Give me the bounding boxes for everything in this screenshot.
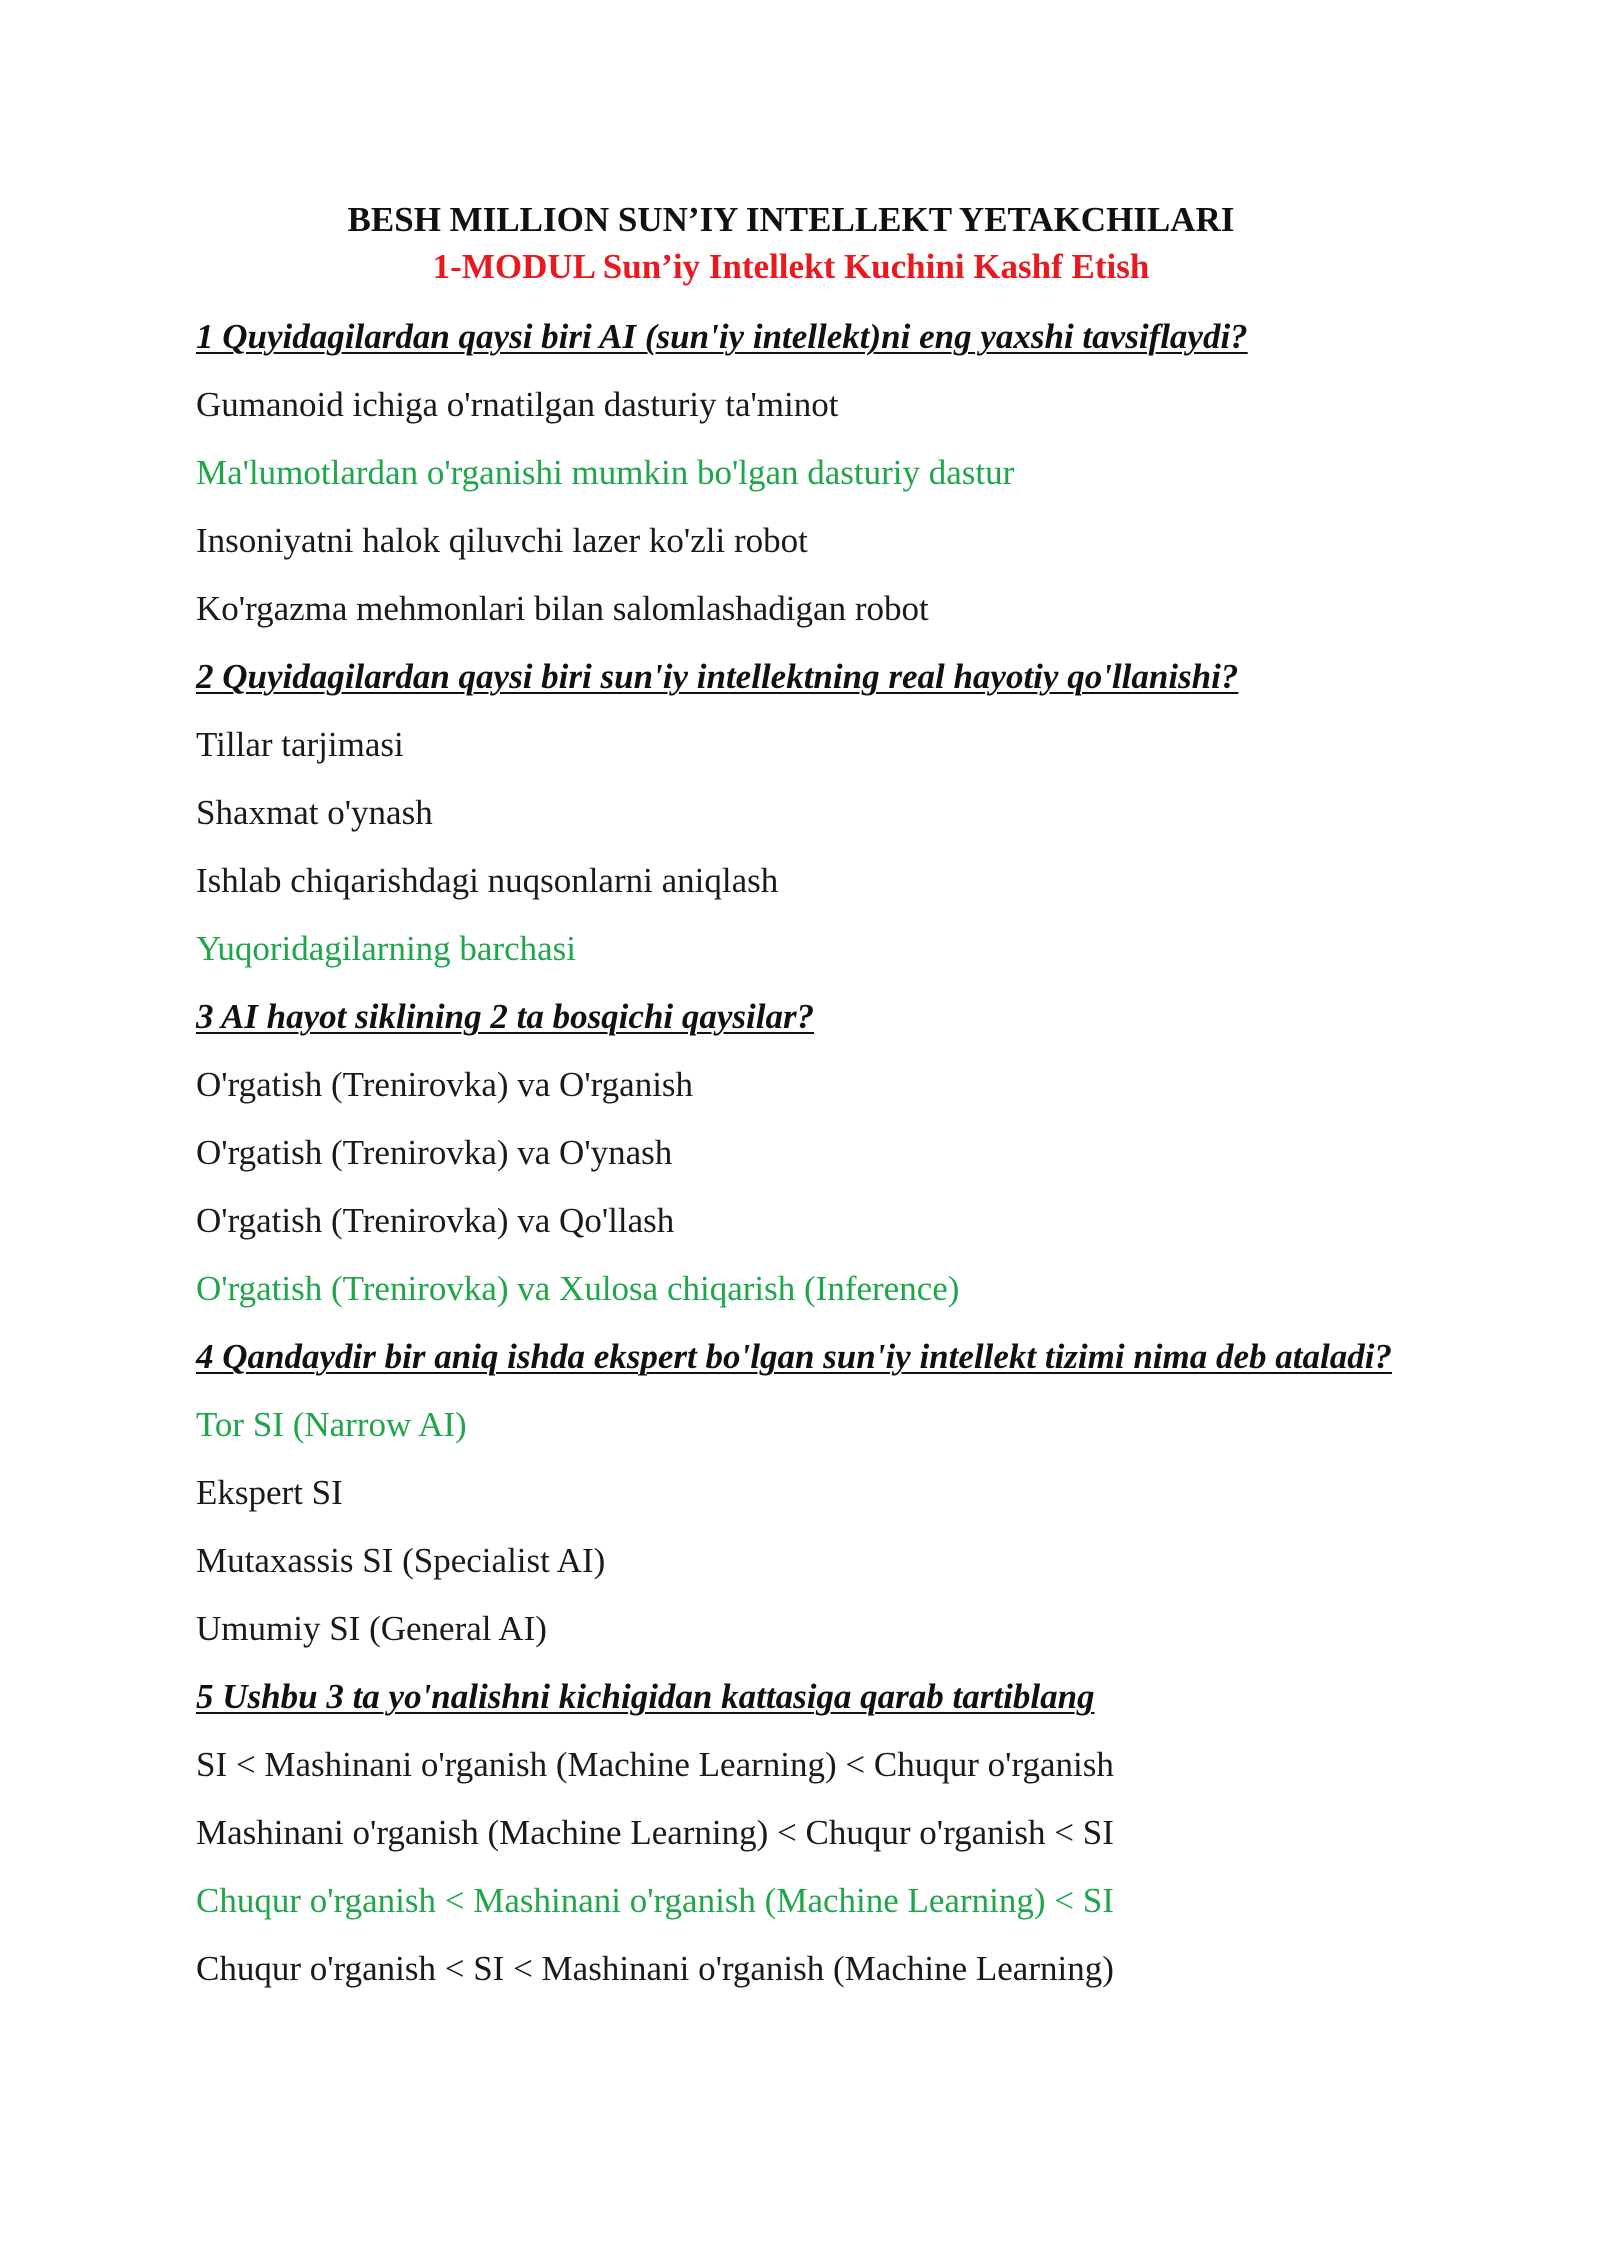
question-block: [196, 653, 1406, 993]
answer-option: O'rgatish (Trenirovka) va O'ynash: [196, 1133, 673, 1172]
answer-option: O'rgatish (Trenirovka) va Qo'llash: [196, 1201, 675, 1240]
answer-option: Mutaxassis SI (Specialist AI): [196, 1541, 606, 1580]
answer-option-correct: Ma'lumotlardan o'rganishi mumkin bo'lgan dasturiy dastur: [196, 453, 1015, 492]
answer-option-correct: Yuqoridagilarning barchasi: [196, 929, 577, 968]
answer-option: Ishlab chiqarishdagi nuqsonlarni aniqlash: [196, 861, 779, 900]
answer-option: Chuqur o'rganish < SI < Mashinani o'rganish (Machine Learning): [196, 1949, 1114, 1988]
question-block: [196, 993, 1406, 1333]
answer-option: SI < Mashinani o'rganish (Machine Learning) < Chuqur o'rganish: [196, 1745, 1114, 1784]
answer-option: Tillar tarjimasi: [196, 725, 404, 764]
answer-option: Ko'rgazma mehmonlari bilan salomlashadigan robot: [196, 589, 929, 628]
document-page: [196, 196, 1406, 2013]
answer-option: Shaxmat o'ynash: [196, 793, 433, 832]
document-title: BESH MILLION SUN’IY INTELLEKT YETAKCHILARI: [347, 200, 1235, 239]
question-text: 5 Ushbu 3 ta yo'nalishni kichigidan kattasiga qarab tartiblang: [196, 1677, 1095, 1716]
answer-option: Mashinani o'rganish (Machine Learning) < Chuqur o'rganish < SI: [196, 1813, 1114, 1852]
question-text: 3 AI hayot siklining 2 ta bosqichi qaysilar?: [196, 997, 815, 1036]
answer-option-correct: Chuqur o'rganish < Mashinani o'rganish (Machine Learning) < SI: [196, 1881, 1114, 1920]
answer-option: Gumanoid ichiga o'rnatilgan dasturiy ta'minot: [196, 385, 839, 424]
answer-option-correct: O'rgatish (Trenirovka) va Xulosa chiqarish (Inference): [196, 1269, 960, 1308]
question-text: 4 Qandaydir bir aniq ishda ekspert bo'lgan sun'iy intellekt tizimi nima deb ataladi?: [196, 1337, 1392, 1376]
question-block: [196, 313, 1406, 653]
answer-option: O'rgatish (Trenirovka) va O'rganish: [196, 1065, 694, 1104]
answer-option-correct: Tor SI (Narrow AI): [196, 1405, 467, 1444]
answer-option: Ekspert SI: [196, 1473, 343, 1512]
question-block: [196, 1333, 1406, 1673]
answer-option: Umumiy SI (General AI): [196, 1609, 547, 1648]
question-text: 2 Quyidagilardan qaysi biri sun'iy intellektning real hayotiy qo'llanishi?: [196, 657, 1239, 696]
question-text: 1 Quyidagilardan qaysi biri AI (sun'iy intellekt)ni eng yaxshi tavsiflaydi?: [196, 317, 1248, 356]
question-list: [196, 313, 1406, 2013]
document-subtitle: 1-MODUL Sun’iy Intellekt Kuchini Kashf Etish: [432, 247, 1150, 286]
question-block: [196, 1673, 1406, 2013]
answer-option: Insoniyatni halok qiluvchi lazer ko'zli robot: [196, 521, 808, 560]
